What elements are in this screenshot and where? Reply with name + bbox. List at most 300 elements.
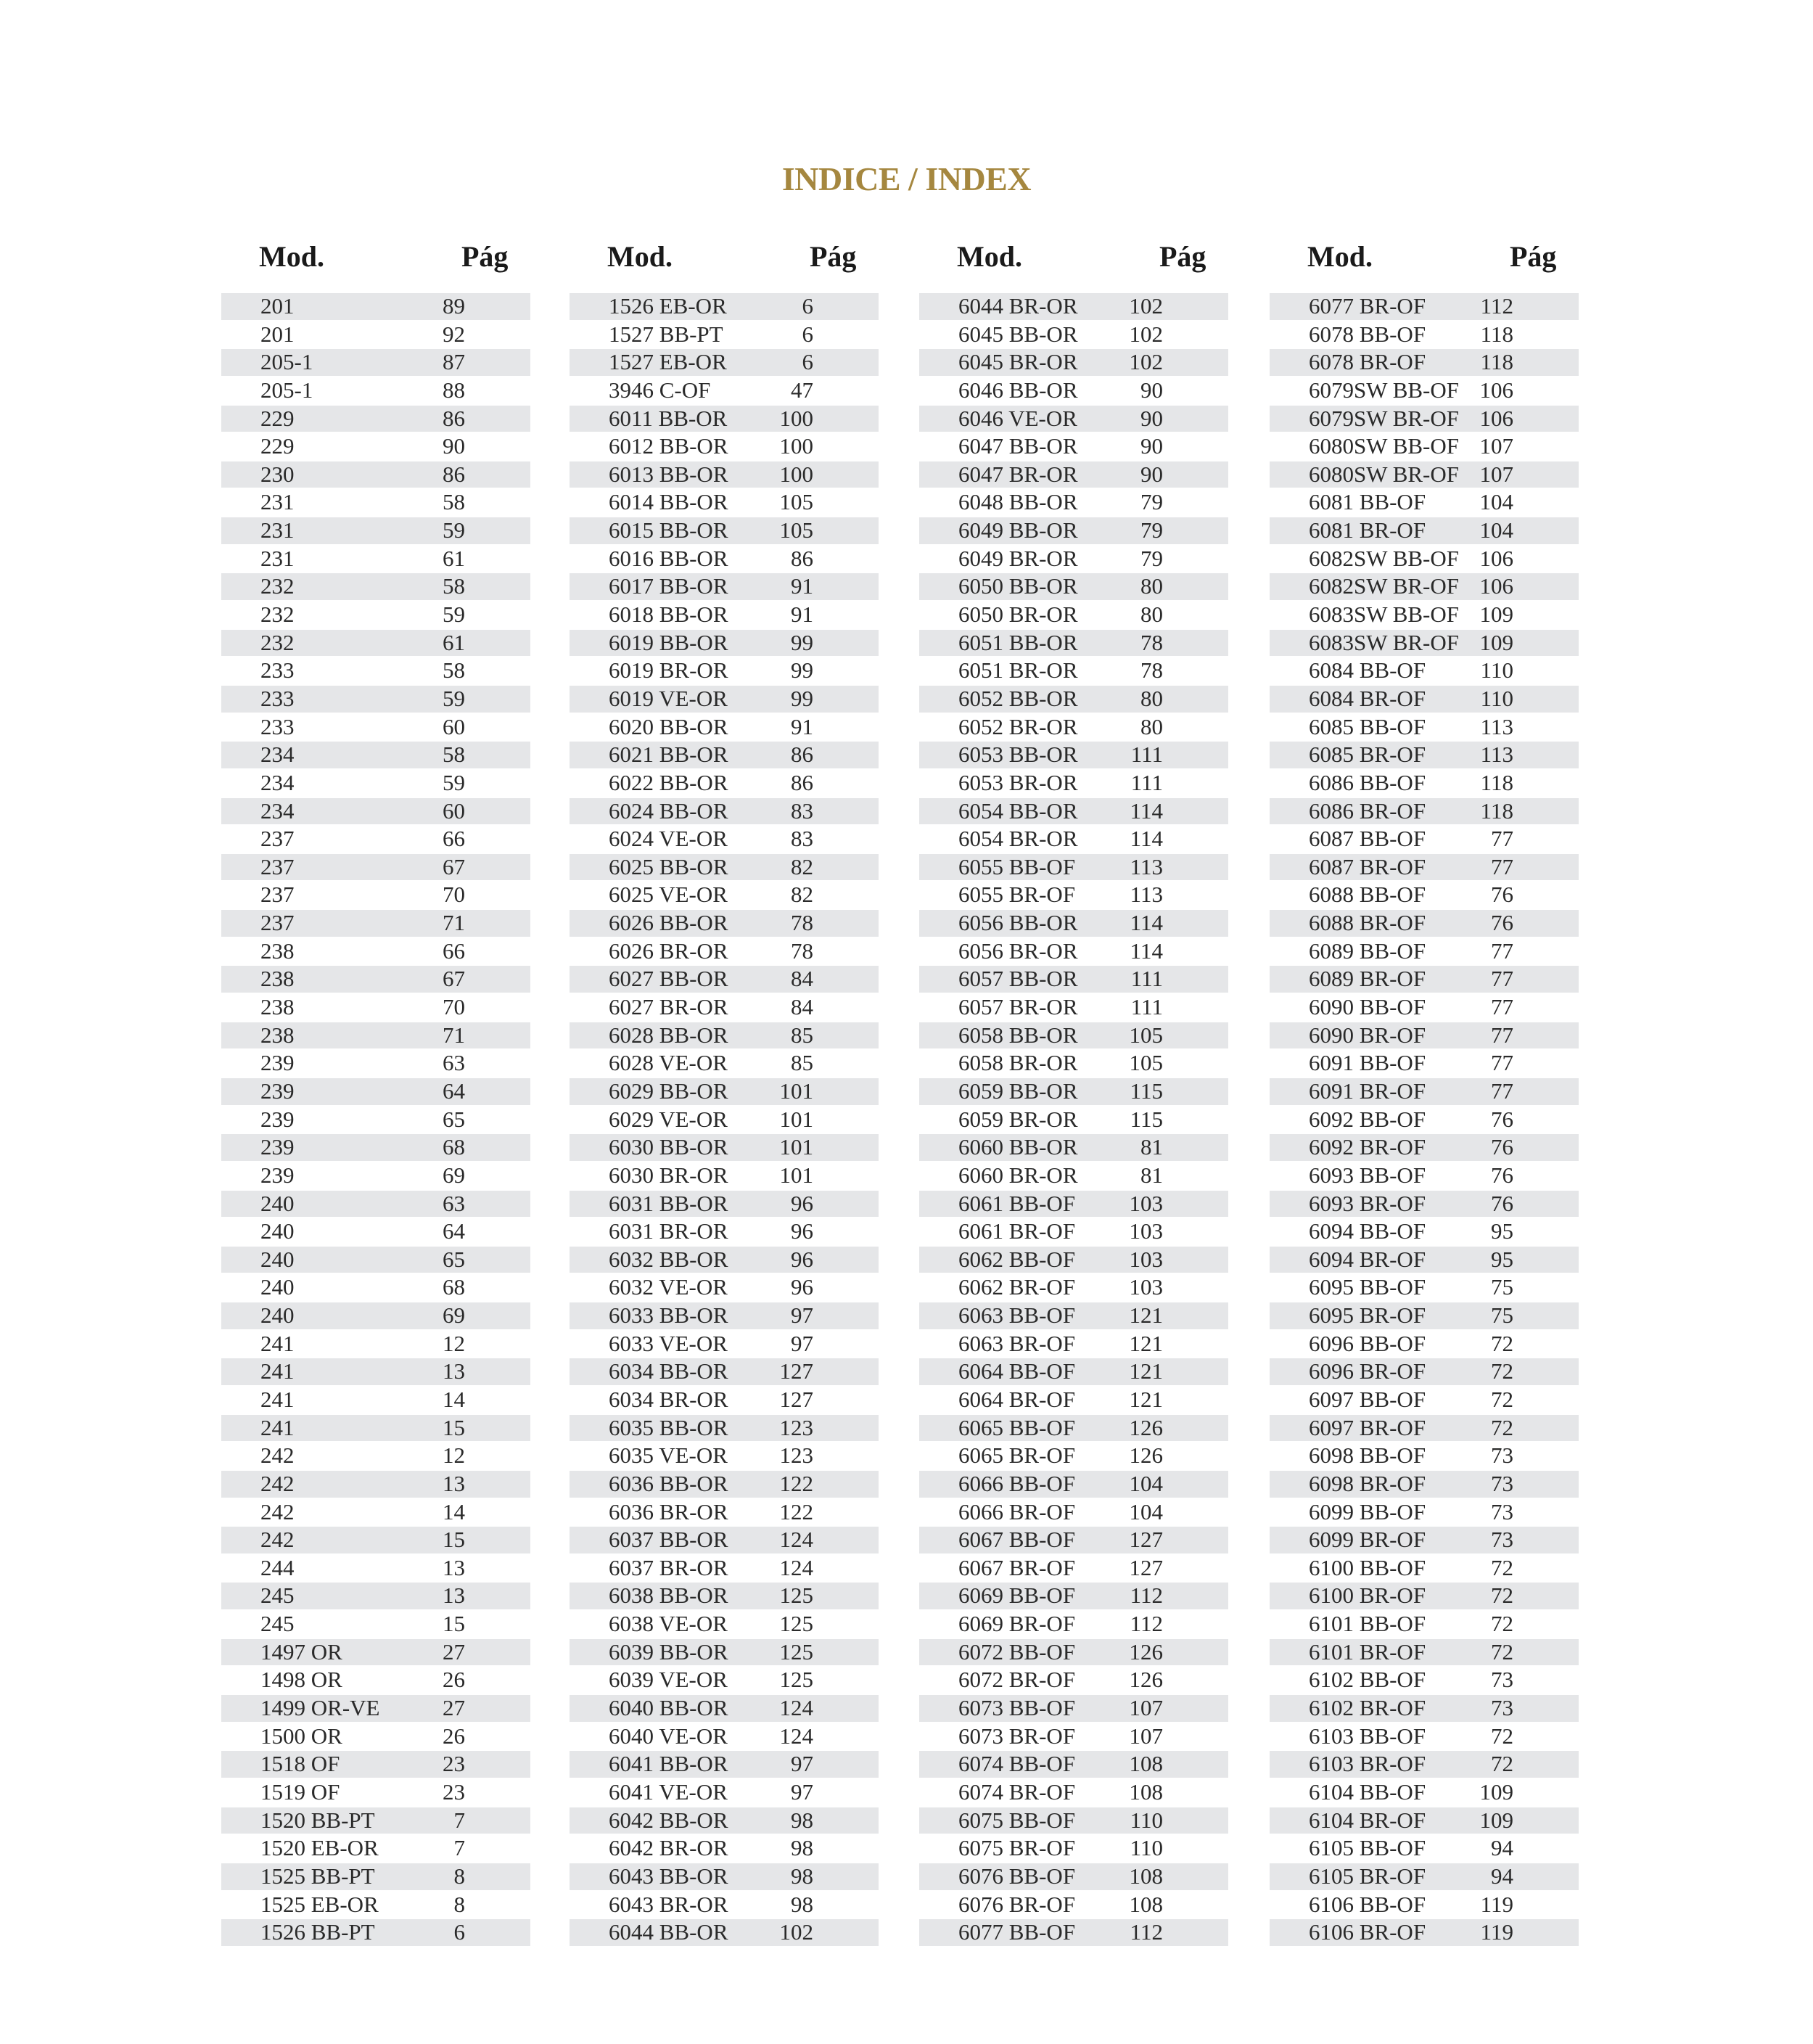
model-code: 1497 OR xyxy=(260,1638,342,1665)
model-code: 241 xyxy=(260,1358,295,1384)
index-row xyxy=(221,1582,530,1610)
model-code: 6011 BB-OR xyxy=(609,405,728,431)
model-code: 6059 BB-OR xyxy=(958,1078,1078,1104)
model-code: 6027 BR-OR xyxy=(609,994,728,1020)
model-code: 233 xyxy=(260,713,295,739)
page-number: 107 xyxy=(1129,1723,1163,1749)
index-row xyxy=(1270,797,1579,826)
model-code: 6029 BB-OR xyxy=(609,1078,728,1104)
page-number: 106 xyxy=(1479,573,1513,599)
model-code: 6020 BB-OR xyxy=(609,713,728,739)
index-row xyxy=(221,1778,530,1807)
model-code: 6079SW BR-OF xyxy=(1309,405,1459,431)
model-code: 240 xyxy=(260,1246,295,1272)
model-code: 6093 BR-OF xyxy=(1309,1190,1426,1216)
page-number: 27 xyxy=(443,1695,465,1721)
model-code: 240 xyxy=(260,1190,295,1216)
index-row xyxy=(1270,1442,1579,1470)
index-row xyxy=(570,1022,879,1050)
model-code: 6077 BR-OF xyxy=(1309,293,1426,319)
index-row xyxy=(1270,292,1579,321)
index-row xyxy=(1270,713,1579,742)
index-row xyxy=(570,432,879,461)
model-code: 6030 BB-OR xyxy=(609,1134,728,1160)
page-number: 113 xyxy=(1480,713,1513,739)
model-code: 6013 BB-OR xyxy=(609,461,728,487)
page-number: 127 xyxy=(779,1358,813,1384)
page-number: 71 xyxy=(443,910,465,936)
index-row xyxy=(919,1638,1228,1667)
index-row xyxy=(570,797,879,826)
page-number: 82 xyxy=(791,853,813,879)
index-row xyxy=(919,461,1228,489)
index-row xyxy=(1270,769,1579,797)
page-number: 68 xyxy=(443,1274,465,1300)
page-number: 78 xyxy=(1140,629,1163,655)
index-row xyxy=(919,1386,1228,1414)
index-row xyxy=(919,965,1228,993)
page-number: 59 xyxy=(443,517,465,543)
model-code: 6088 BR-OF xyxy=(1309,910,1426,936)
page-number: 100 xyxy=(779,461,813,487)
page-number: 126 xyxy=(1129,1638,1163,1665)
index-row xyxy=(1270,1554,1579,1583)
index-column-2 xyxy=(570,239,879,1945)
page-number: 119 xyxy=(1480,1891,1513,1917)
page-number: 95 xyxy=(1491,1246,1513,1272)
model-code: 242 xyxy=(260,1527,295,1553)
page-number: 88 xyxy=(443,377,465,403)
page-number: 64 xyxy=(443,1078,465,1104)
index-row xyxy=(1270,1414,1579,1442)
index-column-1 xyxy=(221,239,530,1945)
index-row xyxy=(1270,993,1579,1022)
page-number: 110 xyxy=(1480,657,1513,684)
model-code: 6054 BR-OR xyxy=(958,826,1078,852)
index-row xyxy=(221,1694,530,1723)
model-code: 6048 BB-OR xyxy=(958,489,1078,515)
page-number: 87 xyxy=(443,349,465,375)
model-code: 6043 BR-OR xyxy=(609,1891,728,1917)
page-number: 118 xyxy=(1480,769,1513,795)
model-code: 6082SW BR-OF xyxy=(1309,573,1459,599)
model-code: 6102 BR-OF xyxy=(1309,1695,1426,1721)
page-number: 118 xyxy=(1480,321,1513,347)
index-row xyxy=(221,292,530,321)
page-number: 115 xyxy=(1130,1106,1163,1132)
page-number: 60 xyxy=(443,797,465,824)
index-row xyxy=(919,713,1228,742)
model-code: 233 xyxy=(260,685,295,711)
page-number: 104 xyxy=(1129,1498,1163,1524)
page-number: 94 xyxy=(1491,1863,1513,1889)
index-row xyxy=(221,685,530,713)
model-code: 6075 BR-OF xyxy=(958,1835,1076,1861)
index-row xyxy=(570,488,879,517)
index-row xyxy=(919,1049,1228,1078)
page-number: 73 xyxy=(1491,1527,1513,1553)
model-code: 238 xyxy=(260,994,295,1020)
page-number: 108 xyxy=(1129,1751,1163,1777)
page-number: 12 xyxy=(443,1442,465,1469)
index-row xyxy=(919,937,1228,966)
page-number: 66 xyxy=(443,937,465,964)
index-row xyxy=(1270,741,1579,769)
model-code: 232 xyxy=(260,629,295,655)
model-code: 237 xyxy=(260,853,295,879)
index-row xyxy=(1270,1470,1579,1498)
index-row xyxy=(570,1666,879,1694)
index-row xyxy=(570,1554,879,1583)
index-row xyxy=(1270,629,1579,657)
model-code: 240 xyxy=(260,1274,295,1300)
model-code: 6085 BR-OF xyxy=(1309,742,1426,768)
model-code: 205-1 xyxy=(260,349,313,375)
model-code: 6091 BR-OF xyxy=(1309,1078,1426,1104)
model-code: 6101 BB-OF xyxy=(1309,1611,1426,1637)
model-code: 6047 BB-OR xyxy=(958,433,1078,459)
model-code: 234 xyxy=(260,769,295,795)
page-number: 77 xyxy=(1491,1050,1513,1076)
page-number: 72 xyxy=(1491,1723,1513,1749)
page-number: 102 xyxy=(779,1919,813,1945)
model-code: 6042 BR-OR xyxy=(609,1835,728,1861)
index-row xyxy=(570,1162,879,1190)
model-code: 245 xyxy=(260,1611,295,1637)
model-code: 6032 BB-OR xyxy=(609,1246,728,1272)
model-code: 6099 BR-OF xyxy=(1309,1527,1426,1553)
page-number: 79 xyxy=(1140,489,1163,515)
index-row xyxy=(1270,657,1579,685)
model-code: 6022 BB-OR xyxy=(609,769,728,795)
index-row xyxy=(1270,1723,1579,1751)
index-row xyxy=(570,572,879,601)
model-code: 6026 BR-OR xyxy=(609,937,728,964)
page-number: 61 xyxy=(443,545,465,571)
index-row xyxy=(570,1610,879,1638)
page-number: 85 xyxy=(791,1050,813,1076)
model-code: 239 xyxy=(260,1106,295,1132)
index-row xyxy=(221,1106,530,1134)
model-code: 6033 BB-OR xyxy=(609,1302,728,1329)
index-row xyxy=(919,1834,1228,1863)
page-number: 114 xyxy=(1130,797,1163,824)
index-row xyxy=(919,572,1228,601)
model-code: 6079SW BB-OF xyxy=(1309,377,1459,403)
index-row xyxy=(919,1666,1228,1694)
model-code: 6096 BB-OF xyxy=(1309,1330,1426,1356)
index-row xyxy=(1270,1386,1579,1414)
model-code: 6031 BB-OR xyxy=(609,1190,728,1216)
index-row xyxy=(919,1273,1228,1302)
page-number: 112 xyxy=(1480,293,1513,319)
index-row xyxy=(919,1723,1228,1751)
page-number: 95 xyxy=(1491,1218,1513,1244)
index-row xyxy=(570,517,879,545)
page-number: 14 xyxy=(443,1386,465,1412)
model-code: 6040 BB-OR xyxy=(609,1695,728,1721)
model-code: 6060 BR-OR xyxy=(958,1162,1078,1188)
index-row xyxy=(919,405,1228,433)
model-code: 6027 BB-OR xyxy=(609,966,728,992)
page-number: 97 xyxy=(791,1751,813,1777)
index-row xyxy=(1270,488,1579,517)
model-code: 6050 BR-OR xyxy=(958,602,1078,628)
page-number: 58 xyxy=(443,489,465,515)
index-row xyxy=(570,1302,879,1330)
model-code: 6029 VE-OR xyxy=(609,1106,728,1132)
index-row xyxy=(919,1162,1228,1190)
index-row xyxy=(570,853,879,882)
index-row xyxy=(221,377,530,405)
index-row xyxy=(919,517,1228,545)
page-number: 73 xyxy=(1491,1470,1513,1496)
model-code: 6059 BR-OR xyxy=(958,1106,1078,1132)
page-number: 102 xyxy=(1129,293,1163,319)
index-row xyxy=(919,657,1228,685)
model-code: 6098 BR-OF xyxy=(1309,1470,1426,1496)
model-code: 3946 C-OF xyxy=(609,377,711,403)
index-row xyxy=(570,601,879,629)
model-code: 6084 BB-OF xyxy=(1309,657,1426,684)
page-number: 91 xyxy=(791,573,813,599)
header-pag: Pág xyxy=(1159,240,1206,273)
page-number: 83 xyxy=(791,826,813,852)
index-row xyxy=(221,1834,530,1863)
model-code: 239 xyxy=(260,1134,295,1160)
model-code: 6050 BB-OR xyxy=(958,573,1078,599)
model-code: 238 xyxy=(260,937,295,964)
header-mod: Mod. xyxy=(1307,240,1373,273)
page-number: 127 xyxy=(1129,1527,1163,1553)
page-number: 12 xyxy=(443,1330,465,1356)
model-code: 6082SW BB-OF xyxy=(1309,545,1459,571)
page-number: 81 xyxy=(1140,1162,1163,1188)
page-number: 97 xyxy=(791,1778,813,1805)
page-number: 47 xyxy=(791,377,813,403)
index-row xyxy=(221,741,530,769)
model-code: 1525 EB-OR xyxy=(260,1891,379,1917)
model-code: 6063 BR-OF xyxy=(958,1330,1076,1356)
index-row xyxy=(919,1863,1228,1891)
page-number: 108 xyxy=(1129,1863,1163,1889)
page-number: 109 xyxy=(1479,1807,1513,1833)
model-code: 6019 VE-OR xyxy=(609,685,728,711)
page-number: 77 xyxy=(1491,994,1513,1020)
model-code: 6066 BB-OF xyxy=(958,1470,1076,1496)
page-number: 123 xyxy=(779,1442,813,1469)
column-header xyxy=(570,239,879,290)
page-number: 15 xyxy=(443,1611,465,1637)
model-code: 6095 BR-OF xyxy=(1309,1302,1426,1329)
index-row xyxy=(919,1133,1228,1162)
model-code: 6053 BR-OR xyxy=(958,769,1078,795)
page-number: 73 xyxy=(1491,1667,1513,1693)
index-row xyxy=(919,292,1228,321)
page-number: 63 xyxy=(443,1190,465,1216)
model-code: 6051 BR-OR xyxy=(958,657,1078,684)
model-code: 242 xyxy=(260,1442,295,1469)
index-row xyxy=(919,1918,1228,1947)
index-row xyxy=(221,1133,530,1162)
index-row xyxy=(221,1273,530,1302)
index-row xyxy=(919,601,1228,629)
page-number: 14 xyxy=(443,1498,465,1524)
model-code: 6089 BB-OF xyxy=(1309,937,1426,964)
header-mod: Mod. xyxy=(607,240,673,273)
page-number: 80 xyxy=(1140,602,1163,628)
model-code: 6104 BB-OF xyxy=(1309,1778,1426,1805)
page-number: 113 xyxy=(1130,882,1163,908)
model-code: 6081 BB-OF xyxy=(1309,489,1426,515)
model-code: 6018 BB-OR xyxy=(609,602,728,628)
index-row xyxy=(1270,1133,1579,1162)
page-number: 104 xyxy=(1479,517,1513,543)
page-number: 121 xyxy=(1129,1302,1163,1329)
model-code: 6015 BB-OR xyxy=(609,517,728,543)
index-row xyxy=(221,517,530,545)
page-number: 100 xyxy=(779,433,813,459)
model-code: 6044 BB-OR xyxy=(609,1919,728,1945)
page-number: 91 xyxy=(791,602,813,628)
model-code: 6106 BB-OF xyxy=(1309,1891,1426,1917)
page-number: 86 xyxy=(443,405,465,431)
model-code: 6052 BR-OR xyxy=(958,713,1078,739)
model-code: 6028 VE-OR xyxy=(609,1050,728,1076)
page-number: 125 xyxy=(779,1611,813,1637)
index-row xyxy=(221,348,530,377)
page-number: 82 xyxy=(791,882,813,908)
page-number: 112 xyxy=(1130,1611,1163,1637)
index-row xyxy=(1270,517,1579,545)
index-row xyxy=(919,1891,1228,1919)
model-code: 6014 BB-OR xyxy=(609,489,728,515)
index-row xyxy=(570,1498,879,1527)
column-header xyxy=(919,239,1228,290)
model-code: 6103 BB-OF xyxy=(1309,1723,1426,1749)
index-row xyxy=(570,1582,879,1610)
index-row xyxy=(221,545,530,573)
model-code: 6062 BR-OF xyxy=(958,1274,1076,1300)
index-row xyxy=(221,601,530,629)
model-code: 231 xyxy=(260,489,295,515)
index-rows xyxy=(919,292,1228,1947)
page-number: 114 xyxy=(1130,910,1163,936)
page-number: 104 xyxy=(1129,1470,1163,1496)
index-row xyxy=(919,432,1228,461)
page-number: 23 xyxy=(443,1751,465,1777)
model-code: 6069 BR-OF xyxy=(958,1611,1076,1637)
model-code: 6037 BB-OR xyxy=(609,1527,728,1553)
index-row xyxy=(570,1694,879,1723)
page-number: 67 xyxy=(443,853,465,879)
page-number: 111 xyxy=(1130,994,1163,1020)
model-code: 6057 BB-OR xyxy=(958,966,1078,992)
index-row xyxy=(919,1106,1228,1134)
model-code: 240 xyxy=(260,1218,295,1244)
model-code: 6088 BB-OF xyxy=(1309,882,1426,908)
page-number: 63 xyxy=(443,1050,465,1076)
index-row xyxy=(919,377,1228,405)
index-row xyxy=(919,1442,1228,1470)
model-code: 245 xyxy=(260,1583,295,1609)
model-code: 6031 BR-OR xyxy=(609,1218,728,1244)
page-number: 96 xyxy=(791,1274,813,1300)
page-number: 103 xyxy=(1129,1218,1163,1244)
page-number: 76 xyxy=(1491,1134,1513,1160)
index-row xyxy=(1270,461,1579,489)
page-number: 110 xyxy=(1130,1835,1163,1861)
index-row xyxy=(919,488,1228,517)
index-row xyxy=(919,1470,1228,1498)
model-code: 6060 BB-OR xyxy=(958,1134,1078,1160)
page-number: 91 xyxy=(791,713,813,739)
page-number: 101 xyxy=(779,1106,813,1132)
index-row xyxy=(919,1302,1228,1330)
page-number: 121 xyxy=(1129,1386,1163,1412)
model-code: 6049 BR-OR xyxy=(958,545,1078,571)
index-row xyxy=(570,1470,879,1498)
model-code: 6078 BR-OF xyxy=(1309,349,1426,375)
page-number: 114 xyxy=(1130,826,1163,852)
index-row xyxy=(570,377,879,405)
page-number: 102 xyxy=(1129,321,1163,347)
model-code: 6093 BB-OF xyxy=(1309,1162,1426,1188)
model-code: 1526 BB-PT xyxy=(260,1919,375,1945)
model-code: 6062 BB-OF xyxy=(958,1246,1076,1272)
page-number: 77 xyxy=(1491,1078,1513,1104)
page-number: 69 xyxy=(443,1302,465,1329)
page-number: 90 xyxy=(443,433,465,459)
page-number: 72 xyxy=(1491,1751,1513,1777)
page-number: 112 xyxy=(1130,1919,1163,1945)
page-number: 72 xyxy=(1491,1414,1513,1440)
index-row xyxy=(1270,1610,1579,1638)
index-row xyxy=(221,797,530,826)
page-number: 7 xyxy=(453,1807,465,1833)
page-number: 80 xyxy=(1140,713,1163,739)
page-number: 126 xyxy=(1129,1442,1163,1469)
page-number: 78 xyxy=(791,937,813,964)
page-number: 92 xyxy=(443,321,465,347)
index-row xyxy=(919,1218,1228,1246)
index-row xyxy=(570,348,879,377)
page-number: 13 xyxy=(443,1470,465,1496)
page-number: 125 xyxy=(779,1583,813,1609)
page-number: 98 xyxy=(791,1891,813,1917)
index-row xyxy=(919,1778,1228,1807)
index-row xyxy=(221,1918,530,1947)
index-row xyxy=(570,685,879,713)
model-code: 6067 BB-OF xyxy=(958,1527,1076,1553)
model-code: 6087 BB-OF xyxy=(1309,826,1426,852)
page-number: 77 xyxy=(1491,853,1513,879)
index-row xyxy=(221,461,530,489)
page-number: 106 xyxy=(1479,405,1513,431)
index-row xyxy=(221,1246,530,1274)
model-code: 241 xyxy=(260,1330,295,1356)
index-row xyxy=(919,1330,1228,1358)
page-number: 106 xyxy=(1479,377,1513,403)
page-number: 84 xyxy=(791,994,813,1020)
page-number: 58 xyxy=(443,742,465,768)
index-row xyxy=(1270,321,1579,349)
page-number: 8 xyxy=(453,1891,465,1917)
model-code: 6025 BB-OR xyxy=(609,853,728,879)
page-number: 75 xyxy=(1491,1302,1513,1329)
page-number: 76 xyxy=(1491,1190,1513,1216)
index-row xyxy=(221,1386,530,1414)
